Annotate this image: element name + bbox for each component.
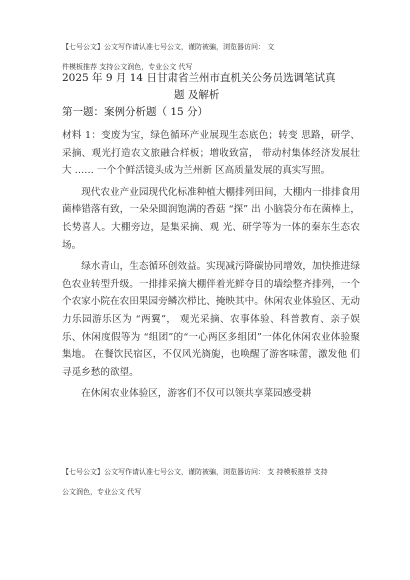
document-title	[62, 70, 362, 104]
document-body	[62, 127, 360, 407]
page-footer-line-1: 【七号公文】公文写作请认准七号公文，谨防被骗，浏览器访问： 支 持模板推荐 支持	[62, 468, 328, 476]
paragraph: 在休闲农业体验区，游客们不仅可以领共享菜园感受耕	[81, 388, 312, 400]
paragraph: 绿水青山，生态循环创效益。实现减污降碳协同增效，加快推进绿色农业转型升级。一排排采摘大棚伴着光鲜夺目的墙绘整齐排列，一个个农家小院在农田果园旁鳞次栉比、掩映其中。休闲农业体验区、无动力乐园游乐区为 “两翼”， 观光采摘、农事体验、科普教育、亲子娱乐、休闲度假等为 “组团”的“一心两区多组团”一体化休闲农业体验聚集地。 在餐饮民宿区，不仅风光旖旎，也唤醒了游客味蕾，激发他 们寻觅乡愁的欲望。	[62, 261, 360, 378]
page-footer-line-2: 公文润色，专业公文 代写	[62, 488, 142, 496]
page-header-line-2: 件模板推荐 支持公文润色，专业公文 代写	[62, 63, 193, 71]
document-title-line-2: 题 及解析	[174, 89, 220, 101]
page-header-line-1: 【七号公文】公文写作请认准七号公文，谨防被骗，浏览器访问： 文	[62, 43, 275, 51]
paragraph-material-1: 材料 1：变废为宝，绿色循环产业展现生态底色；转变 思路，研学、采摘、观光打造农文旅融合样板；增收致富， 带动村集体经济发展壮大 …… 一个个鲜活镜头成为兰州新 区高质量发展的真实写照。	[62, 130, 360, 177]
document-title-line-1: 2025 年 9 月 14 日甘肃省兰州市直机关公务员选调笔试真	[62, 72, 336, 84]
paragraph: 现代农业产业园现代化标准种植大棚排列田间，大棚内一排排食用菌棒错落有致，一朵朵圆润饱满的香菇 “探” 出 小脑袋分布在菌棒上，长势喜人。大棚旁边，是集采摘、观 光、研学等为一体的秦东生态农场。	[62, 186, 360, 251]
section-heading: 第一题：案例分析题（ 15 分）	[62, 106, 209, 118]
